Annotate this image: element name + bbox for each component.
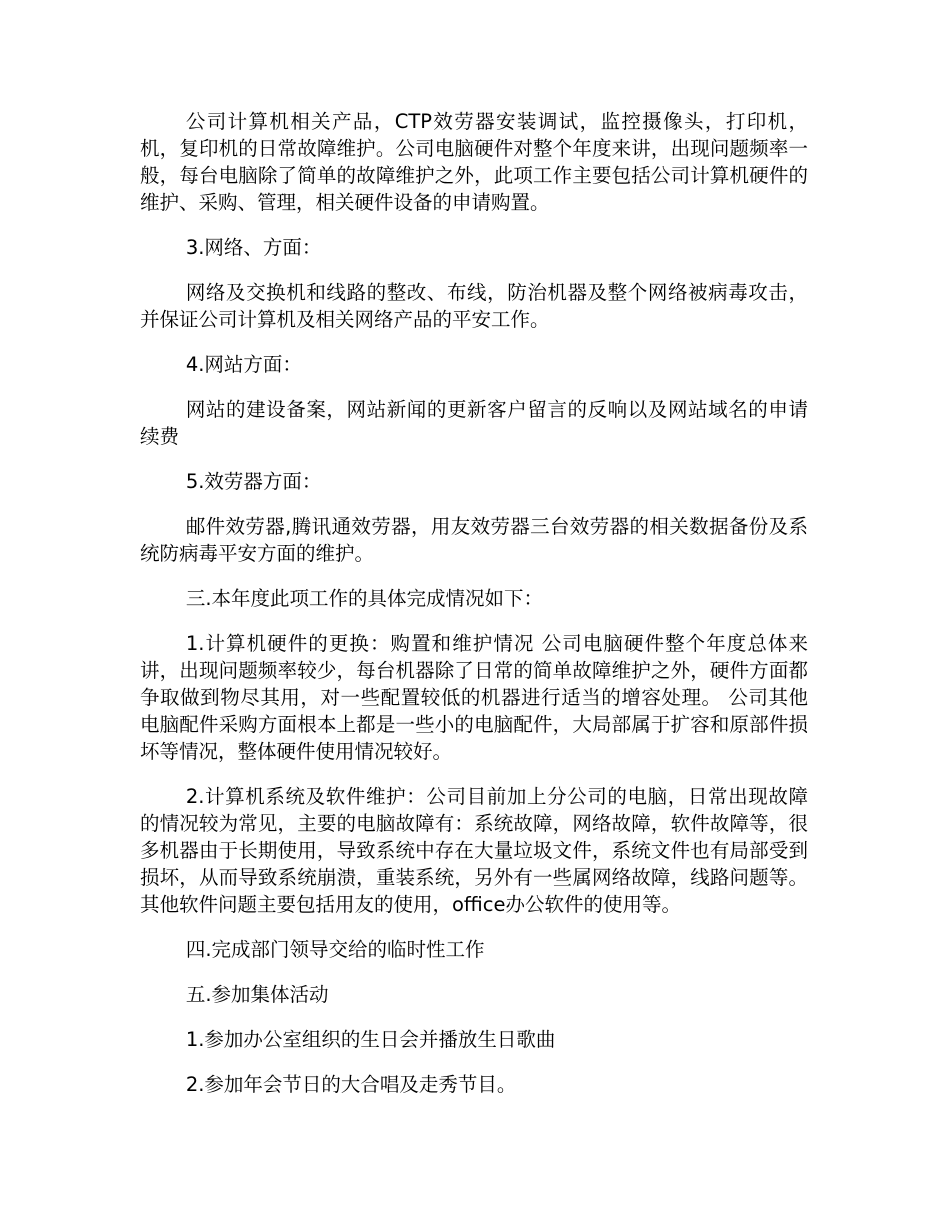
section-heading-completion: 三.本年度此项工作的具体完成情况如下： — [185, 587, 544, 610]
section-heading-group-activities: 五.参加集体活动 — [185, 983, 329, 1006]
paragraph-hardware-maintenance: 公司计算机相关产品，CTP效劳器安装调试，监控摄像头，打印机，机，复印机的日常故障维护。公司电脑硬件对整个年度来讲，出现问题频率一般，每台电脑除了简单的故障维护之外，此项工作主要包括公司计算机硬件的维护、采购、管理，相关硬件设备的申请购置。 — [140, 110, 808, 214]
section-heading-temporary-work: 四.完成部门领导交给的临时性工作 — [185, 938, 485, 961]
list-item-birthday-party: 1.参加办公室组织的生日会并播放生日歌曲 — [185, 1028, 556, 1051]
heading-website: 4.网站方面： — [185, 353, 302, 376]
heading-server: 5.效劳器方面： — [185, 470, 322, 493]
paragraph-software-maintenance: 2.计算机系统及软件维护：公司目前加上分公司的电脑，日常出现故障的情况较为常见，主要的电脑故障有：系统故障，网络故障，软件故障等，很多机器由于长期使用，导致系统中存在大量垃圾文件，系统文件也有局部受到损坏，从而导致系统崩溃，重装系统，另外有一些属网络故障，线路问题等。其他软件问题主要包括用友的使用，office办公软件的使用等。 — [140, 785, 808, 916]
paragraph-network: 网络及交换机和线路的整改、布线，防治机器及整个网络被病毒攻击，并保证公司计算机及相关网络产品的平安工作。 — [140, 281, 808, 331]
paragraph-website: 网站的建设备案，网站新闻的更新客户留言的反响以及网站域名的申请续费 — [140, 398, 808, 448]
document-body — [140, 108, 808, 1116]
heading-network: 3.网络、方面： — [185, 236, 322, 259]
paragraph-hardware-replacement: 1.计算机硬件的更换：购置和维护情况 公司电脑硬件整个年度总体来讲，出现问题频率较少，每台机器除了日常的简单故障维护之外，硬件方面都争取做到物尽其用，对一些配置较低的机器进行适当的增容处理。 公司其他电脑配件采购方面根本上都是一些小的电脑配件，大局部属于扩容和原部件损坏等情况，整体硬件使用情况较好。 — [140, 632, 808, 763]
list-item-annual-party: 2.参加年会节日的大合唱及走秀节目。 — [185, 1073, 517, 1096]
paragraph-server: 邮件效劳器,腾讯通效劳器，用友效劳器三台效劳器的相关数据备份及系统防病毒平安方面的维护。 — [140, 515, 808, 565]
